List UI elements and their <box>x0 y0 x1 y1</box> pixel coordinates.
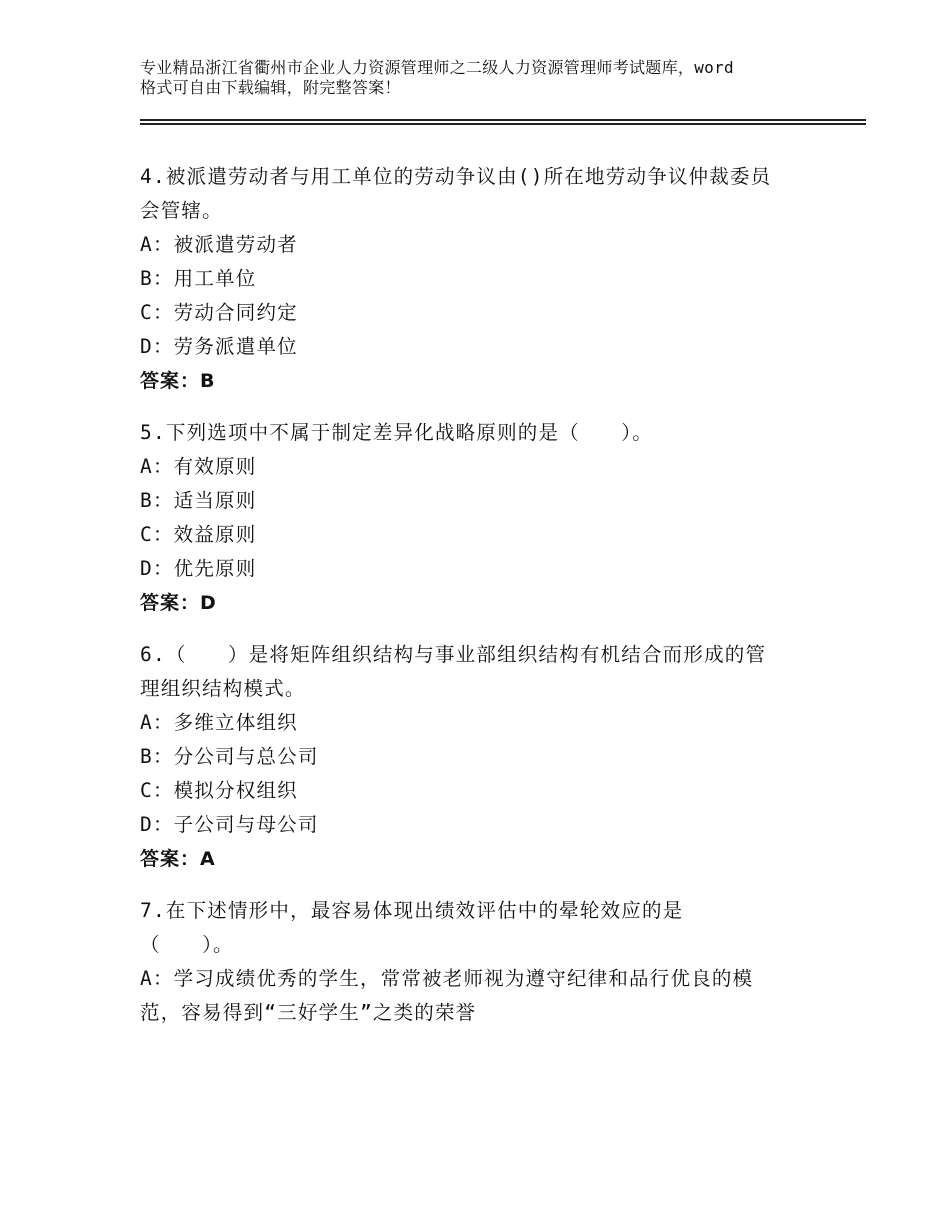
option-c: C：效益原则 <box>140 523 257 546</box>
answer-line <box>140 842 820 876</box>
option-a: A：被派遣劳动者 <box>140 233 298 256</box>
answer-line <box>140 586 820 620</box>
answer-label: 答案： <box>140 848 201 870</box>
document-header <box>140 58 840 98</box>
option-c: C：劳动合同约定 <box>140 301 298 324</box>
option-b: B：分公司与总公司 <box>140 745 319 768</box>
answer-value: D <box>200 592 216 614</box>
answer-label: 答案： <box>140 592 201 614</box>
answer-value: A <box>200 848 215 870</box>
option-a: A：有效原则 <box>140 455 257 478</box>
option-a: A：多维立体组织 <box>140 711 298 734</box>
header-divider-top <box>140 119 866 121</box>
question-5 <box>140 416 820 620</box>
option-d: D：优先原则 <box>140 557 257 580</box>
question-stem-line: （ ）。 <box>140 933 234 956</box>
option-d: D：劳务派遣单位 <box>140 335 298 358</box>
question-stem-line: 5.下列选项中不属于制定差异化战略原则的是（ ）。 <box>140 421 653 444</box>
answer-label: 答案： <box>140 370 201 392</box>
option-a-line-2: 范，容易得到“三好学生”之类的荣誉 <box>140 1001 477 1024</box>
option-c: C：模拟分权组织 <box>140 779 298 802</box>
option-d: D：子公司与母公司 <box>140 813 319 836</box>
option-a-line-1: A：学习成绩优秀的学生，常常被老师视为遵守纪律和品行优良的模 <box>140 967 754 990</box>
question-4 <box>140 160 820 398</box>
question-stem-line: 会管辖。 <box>140 199 223 222</box>
question-stem-line: 7.在下述情形中，最容易体现出绩效评估中的晕轮效应的是 <box>140 899 684 922</box>
question-stem-line: 理组织结构模式。 <box>140 677 306 700</box>
header-line-2: 格式可自由下载编辑，附完整答案！ <box>140 78 401 97</box>
question-6 <box>140 638 820 876</box>
question-stem-line: 4.被派遣劳动者与用工单位的劳动争议由()所在地劳动争议仲裁委员 <box>140 165 772 188</box>
question-7 <box>140 894 820 1030</box>
answer-line <box>140 364 820 398</box>
option-b: B：适当原则 <box>140 489 257 512</box>
header-divider-bottom <box>140 123 866 125</box>
question-list <box>140 160 820 1048</box>
answer-value: B <box>200 370 215 392</box>
header-line-1: 专业精品浙江省衢州市企业人力资源管理师之二级人力资源管理师考试题库，word <box>140 58 734 77</box>
question-stem-line: 6.（ ）是将矩阵组织结构与事业部组织结构有机结合而形成的管 <box>140 643 767 666</box>
option-b: B：用工单位 <box>140 267 257 290</box>
